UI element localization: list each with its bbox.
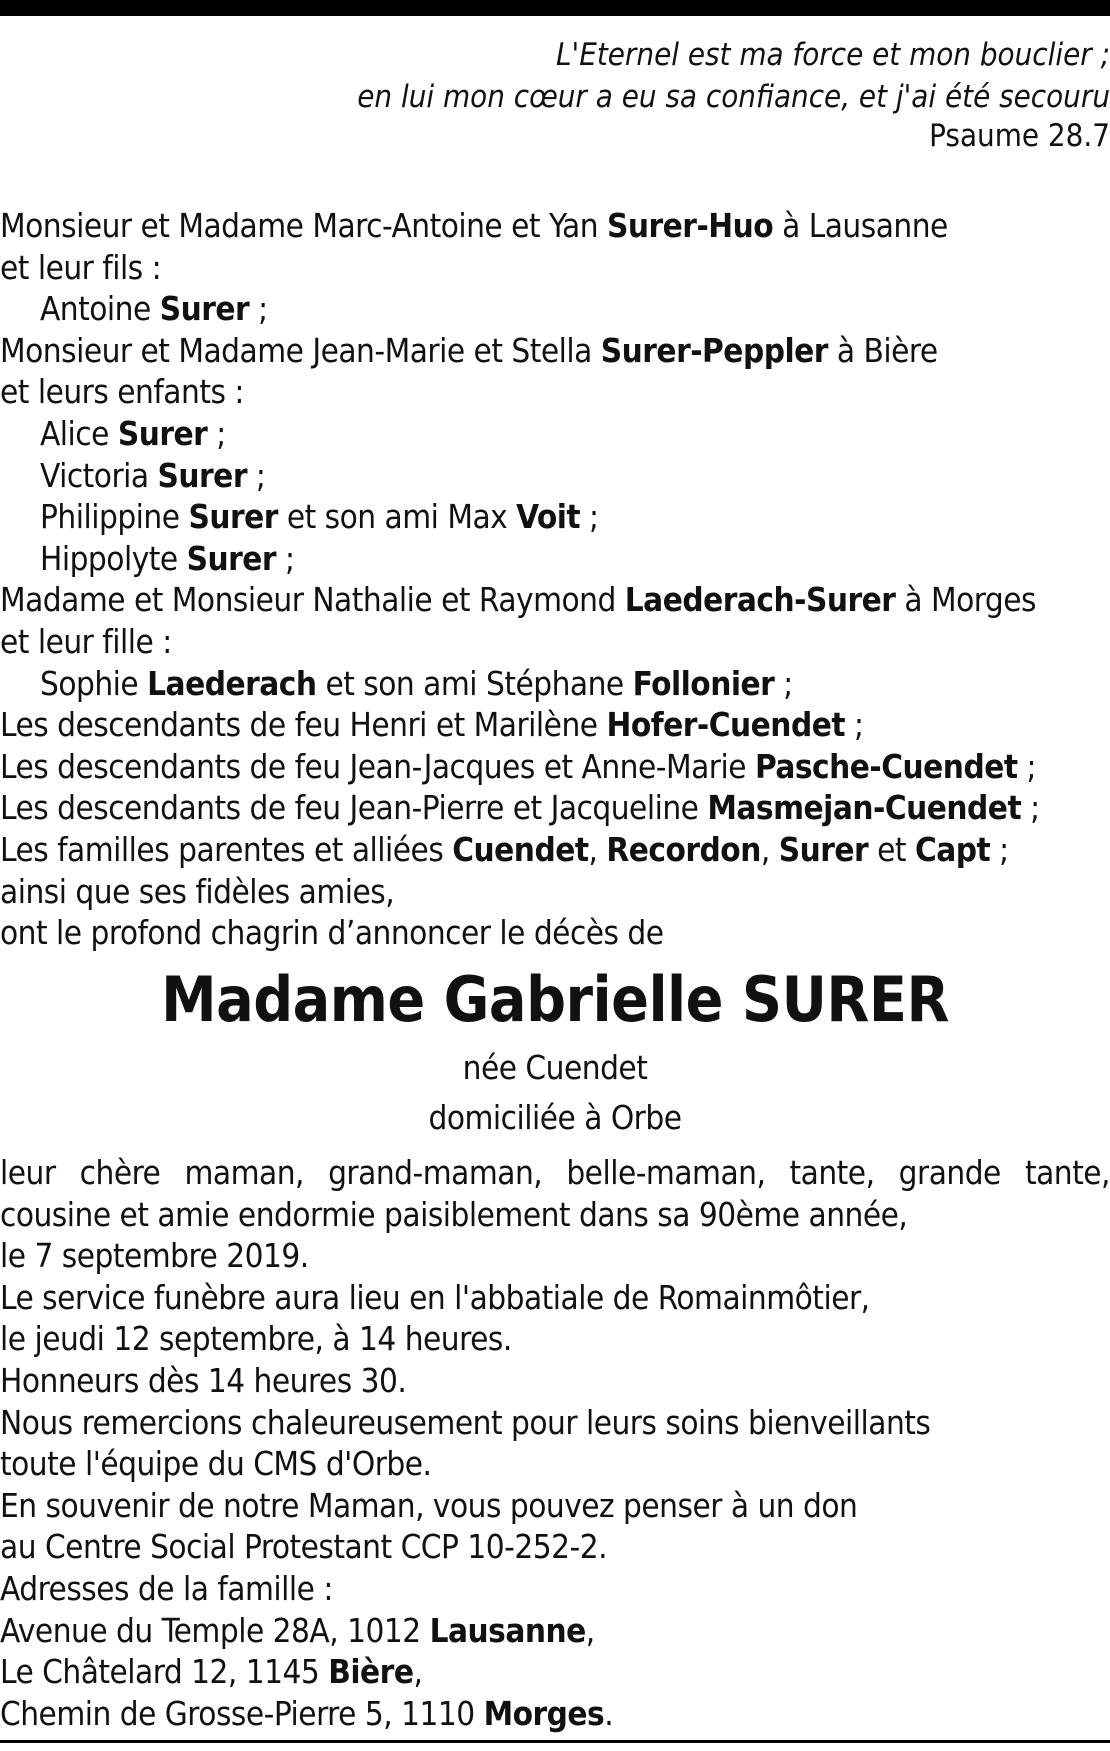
family-list	[0, 205, 1110, 954]
family-line: Antoine Surer ;	[40, 289, 268, 329]
family-line: ainsi que ses fidèles amies,	[0, 871, 395, 911]
body-line: Honneurs dès 14 heures 30.	[0, 1360, 407, 1400]
body-line: le jeudi 12 septembre, à 14 heures.	[0, 1319, 512, 1359]
domicile: domiciliée à Orbe	[428, 1098, 682, 1137]
family-line: Victoria Surer ;	[40, 455, 266, 495]
psalm-line-1: L'Eternel est ma force et mon bouclier ;	[556, 37, 1110, 73]
family-line: Monsieur et Madame Jean-Marie et Stella Surer-Peppler à Bière	[0, 330, 938, 370]
family-line: ont le profond chagrin d’annoncer le décès de	[0, 913, 664, 953]
body-line: cousine et amie endormie paisiblement dans sa 90ème année,	[0, 1194, 908, 1234]
body-line: au Centre Social Protestant CCP 10-252-2.	[0, 1527, 608, 1567]
body-line: toute l'équipe du CMS d'Orbe.	[0, 1444, 432, 1484]
address-line: Le Châtelard 12, 1145 Bière,	[0, 1652, 423, 1692]
body-line: Adresses de la famille :	[0, 1568, 333, 1608]
family-line: Sophie Laederach et son ami Stéphane Follonier ;	[40, 663, 793, 703]
maiden-name: née Cuendet	[462, 1048, 648, 1087]
bottom-rule	[0, 1740, 1110, 1743]
body-line: le 7 septembre 2019.	[0, 1236, 309, 1276]
address-line: Chemin de Grosse-Pierre 5, 1110 Morges.	[0, 1693, 614, 1733]
family-line: Philippine Surer et son ami Max Voit ;	[40, 497, 599, 537]
deceased-name: Madame Gabrielle SURER	[161, 963, 949, 1036]
family-line: et leurs enfants :	[0, 372, 244, 412]
psalm-line-2: en lui mon cœur a eu sa confiance, et j'ai été secouru	[357, 79, 1110, 115]
family-line: Monsieur et Madame Marc-Antoine et Yan Surer-Huo à Lausanne	[0, 206, 948, 245]
family-line: Les familles parentes et alliées Cuendet, Recordon, Surer et Capt ;	[0, 829, 1009, 869]
family-line: Madame et Monsieur Nathalie et Raymond Laederach-Surer à Morges	[0, 580, 1036, 620]
family-line: et leur fils :	[0, 247, 162, 287]
top-rule	[0, 0, 1110, 16]
family-line: Les descendants de feu Jean-Jacques et Anne-Marie Pasche-Cuendet ;	[0, 746, 1036, 786]
body-line: Le service funèbre aura lieu en l'abbatiale de Romainmôtier,	[0, 1277, 870, 1317]
family-line: Hippolyte Surer ;	[40, 538, 295, 578]
family-line: Alice Surer ;	[40, 413, 226, 453]
address-line: Avenue du Temple 28A, 1012 Lausanne,	[0, 1610, 595, 1650]
family-line: Les descendants de feu Henri et Marilène Hofer-Cuendet ;	[0, 705, 864, 745]
body-line: Nous remercions chaleureusement pour leurs soins bienveillants	[0, 1402, 931, 1442]
psalm-quote	[10, 34, 1110, 154]
body-line-justified: leur chère maman, grand-maman, belle-maman, tante, grande tante,	[0, 1153, 1110, 1192]
announcement-body	[0, 1152, 1110, 1734]
family-line: et leur fille :	[0, 621, 172, 661]
family-line: Les descendants de feu Jean-Pierre et Jacqueline Masmejan-Cuendet ;	[0, 788, 1040, 828]
body-line: En souvenir de notre Maman, vous pouvez penser à un don	[0, 1485, 858, 1525]
psalm-reference: Psaume 28.7	[929, 118, 1110, 154]
